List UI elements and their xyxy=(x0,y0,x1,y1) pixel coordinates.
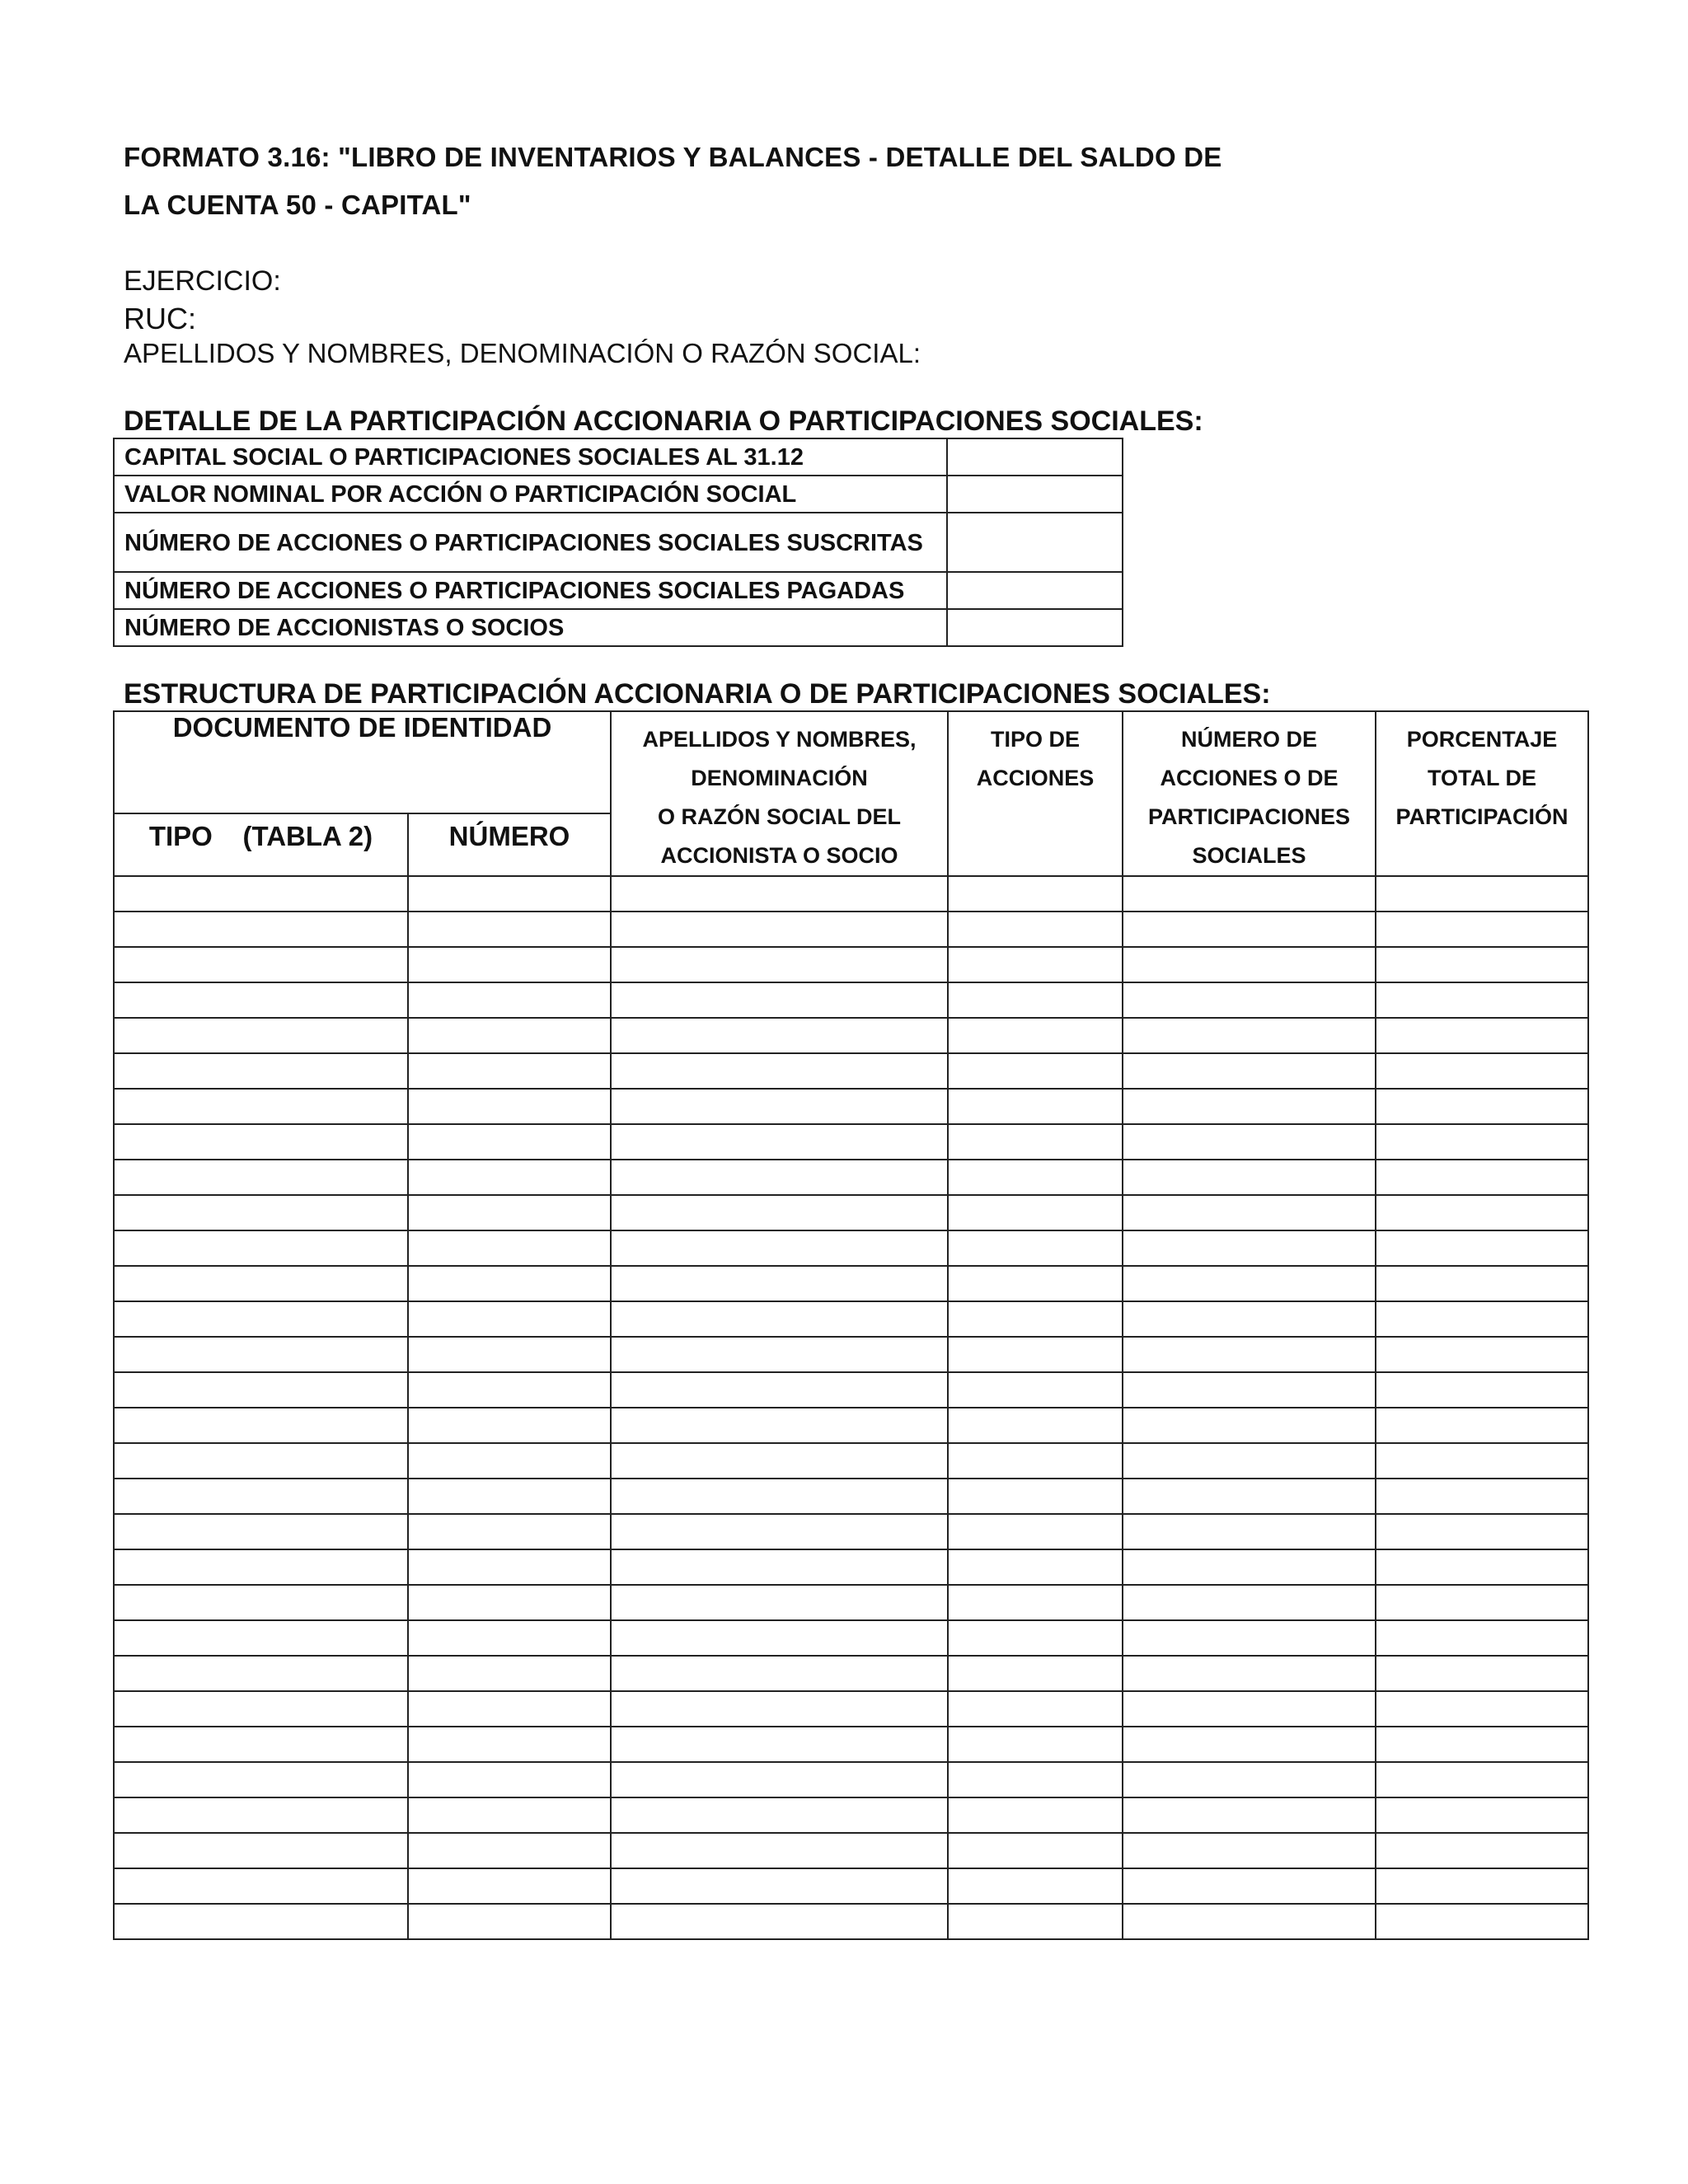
cell-doc-numero[interactable] xyxy=(408,1620,611,1656)
detail-value-pagadas[interactable] xyxy=(947,572,1123,609)
table-row xyxy=(114,1230,1588,1266)
header-documento-identidad: DOCUMENTO DE IDENTIDAD xyxy=(114,711,611,813)
table-row xyxy=(114,982,1588,1018)
cell-doc-numero[interactable] xyxy=(408,1124,611,1160)
cell-doc-numero[interactable] xyxy=(408,1195,611,1230)
cell-apellidos[interactable] xyxy=(611,1479,948,1514)
cell-doc-numero[interactable] xyxy=(408,1833,611,1868)
cell-doc-numero[interactable] xyxy=(408,1372,611,1408)
cell-apellidos[interactable] xyxy=(611,1620,948,1656)
cell-apellidos[interactable] xyxy=(611,1372,948,1408)
cell-tipo-acciones[interactable] xyxy=(948,1868,1123,1904)
cell-doc-tipo[interactable] xyxy=(114,1549,408,1585)
cell-doc-tipo[interactable] xyxy=(114,1868,408,1904)
header-tipo-line: TIPO DE xyxy=(991,727,1081,752)
cell-doc-tipo[interactable] xyxy=(114,982,408,1018)
cell-porcentaje[interactable] xyxy=(1376,912,1588,947)
header-doc-numero-text: NÚMERO xyxy=(448,820,570,851)
cell-doc-numero[interactable] xyxy=(408,1160,611,1195)
detail-row xyxy=(114,572,1123,609)
cell-tipo-acciones[interactable] xyxy=(948,1479,1123,1514)
cell-tipo-acciones[interactable] xyxy=(948,1337,1123,1372)
table-row xyxy=(114,1514,1588,1549)
cell-tipo-acciones[interactable] xyxy=(948,1266,1123,1301)
form-title-line-1: FORMATO 3.16: "LIBRO DE INVENTARIOS Y BALANCES - DETALLE DEL SALDO DE xyxy=(124,142,1222,172)
cell-numero-acciones[interactable] xyxy=(1123,982,1376,1018)
cell-tipo-acciones[interactable] xyxy=(948,876,1123,912)
header-doc-numero xyxy=(408,813,611,876)
cell-apellidos[interactable] xyxy=(611,876,948,912)
cell-porcentaje[interactable] xyxy=(1376,1762,1588,1797)
cell-numero-acciones[interactable] xyxy=(1123,1160,1376,1195)
cell-tipo-acciones[interactable] xyxy=(948,1372,1123,1408)
cell-doc-tipo[interactable] xyxy=(114,912,408,947)
cell-porcentaje[interactable] xyxy=(1376,982,1588,1018)
cell-tipo-acciones[interactable] xyxy=(948,1904,1123,1939)
cell-numero-acciones[interactable] xyxy=(1123,1337,1376,1372)
cell-porcentaje[interactable] xyxy=(1376,1408,1588,1443)
table-row xyxy=(114,1620,1588,1656)
cell-tipo-acciones[interactable] xyxy=(948,1160,1123,1195)
cell-porcentaje[interactable] xyxy=(1376,1585,1588,1620)
cell-porcentaje[interactable] xyxy=(1376,1372,1588,1408)
cell-doc-tipo[interactable] xyxy=(114,1656,408,1691)
cell-apellidos[interactable] xyxy=(611,1514,948,1549)
cell-porcentaje[interactable] xyxy=(1376,1089,1588,1124)
cell-apellidos[interactable] xyxy=(611,1301,948,1337)
cell-porcentaje[interactable] xyxy=(1376,876,1588,912)
cell-porcentaje[interactable] xyxy=(1376,1904,1588,1939)
cell-porcentaje[interactable] xyxy=(1376,1656,1588,1691)
cell-apellidos[interactable] xyxy=(611,1124,948,1160)
cell-porcentaje[interactable] xyxy=(1376,1514,1588,1549)
header-porcentaje-line: TOTAL DE xyxy=(1428,766,1537,790)
cell-tipo-acciones[interactable] xyxy=(948,1833,1123,1868)
cell-porcentaje[interactable] xyxy=(1376,1018,1588,1053)
cell-doc-numero[interactable] xyxy=(408,1337,611,1372)
cell-doc-tipo[interactable] xyxy=(114,1266,408,1301)
cell-numero-acciones[interactable] xyxy=(1123,1301,1376,1337)
cell-tipo-acciones[interactable] xyxy=(948,947,1123,982)
cell-apellidos[interactable] xyxy=(611,1053,948,1089)
cell-apellidos[interactable] xyxy=(611,1443,948,1479)
cell-apellidos[interactable] xyxy=(611,912,948,947)
cell-doc-tipo[interactable] xyxy=(114,1727,408,1762)
detail-label-capital: CAPITAL SOCIAL O PARTICIPACIONES SOCIALES AL 31.12 xyxy=(114,438,947,476)
header-doc-tipo-text: TIPO (TABLA 2) xyxy=(148,820,373,851)
cell-doc-numero[interactable] xyxy=(408,1691,611,1727)
form-title-line-2: LA CUENTA 50 - CAPITAL" xyxy=(124,190,471,220)
cell-porcentaje[interactable] xyxy=(1376,1479,1588,1514)
cell-numero-acciones[interactable] xyxy=(1123,1656,1376,1691)
cell-porcentaje[interactable] xyxy=(1376,1337,1588,1372)
cell-apellidos[interactable] xyxy=(611,1408,948,1443)
table-row xyxy=(114,1691,1588,1727)
cell-porcentaje[interactable] xyxy=(1376,1443,1588,1479)
cell-apellidos[interactable] xyxy=(611,1727,948,1762)
table-row xyxy=(114,1124,1588,1160)
cell-doc-tipo[interactable] xyxy=(114,1053,408,1089)
table-row xyxy=(114,1762,1588,1797)
detail-value-capital[interactable] xyxy=(947,438,1123,476)
cell-numero-acciones[interactable] xyxy=(1123,1479,1376,1514)
header-apellidos-line: ACCIONISTA O SOCIO xyxy=(660,843,898,868)
cell-porcentaje[interactable] xyxy=(1376,1797,1588,1833)
table-row xyxy=(114,912,1588,947)
cell-numero-acciones[interactable] xyxy=(1123,1868,1376,1904)
cell-apellidos[interactable] xyxy=(611,1762,948,1797)
cell-doc-numero[interactable] xyxy=(408,1514,611,1549)
cell-doc-numero[interactable] xyxy=(408,1266,611,1301)
cell-porcentaje[interactable] xyxy=(1376,1833,1588,1868)
header-numero-acciones xyxy=(1123,711,1376,876)
cell-tipo-acciones[interactable] xyxy=(948,1762,1123,1797)
header-apellidos xyxy=(611,711,948,876)
cell-porcentaje[interactable] xyxy=(1376,1727,1588,1762)
cell-doc-numero[interactable] xyxy=(408,1797,611,1833)
cell-apellidos[interactable] xyxy=(611,1691,948,1727)
table-row xyxy=(114,1160,1588,1195)
detail-label-suscritas: NÚMERO DE ACCIONES O PARTICIPACIONES SOCIALES SUSCRITAS xyxy=(114,513,947,572)
table-row xyxy=(114,1337,1588,1372)
cell-tipo-acciones[interactable] xyxy=(948,1797,1123,1833)
cell-tipo-acciones[interactable] xyxy=(948,1620,1123,1656)
detail-row xyxy=(114,438,1123,476)
cell-porcentaje[interactable] xyxy=(1376,1124,1588,1160)
detail-label-pagadas: NÚMERO DE ACCIONES O PARTICIPACIONES SOCIALES PAGADAS xyxy=(114,572,947,609)
cell-doc-tipo[interactable] xyxy=(114,1195,408,1230)
cell-doc-numero[interactable] xyxy=(408,1656,611,1691)
table-row xyxy=(114,1479,1588,1514)
cell-doc-tipo[interactable] xyxy=(114,1797,408,1833)
cell-numero-acciones[interactable] xyxy=(1123,1727,1376,1762)
cell-tipo-acciones[interactable] xyxy=(948,1089,1123,1124)
table-row xyxy=(114,1018,1588,1053)
table-row xyxy=(114,1868,1588,1904)
header-apellidos-line: APELLIDOS Y NOMBRES, xyxy=(642,727,917,752)
cell-doc-tipo[interactable] xyxy=(114,1762,408,1797)
table-row xyxy=(114,1053,1588,1089)
cell-numero-acciones[interactable] xyxy=(1123,1585,1376,1620)
header-porcentaje-line: PARTICIPACIÓN xyxy=(1395,804,1568,829)
table-row xyxy=(114,1089,1588,1124)
table-row xyxy=(114,876,1588,912)
cell-numero-acciones[interactable] xyxy=(1123,1904,1376,1939)
cell-apellidos[interactable] xyxy=(611,947,948,982)
cell-numero-acciones[interactable] xyxy=(1123,1691,1376,1727)
cell-doc-numero[interactable] xyxy=(408,912,611,947)
cell-doc-tipo[interactable] xyxy=(114,1691,408,1727)
detail-row xyxy=(114,609,1123,646)
cell-doc-numero[interactable] xyxy=(408,1018,611,1053)
cell-tipo-acciones[interactable] xyxy=(948,1018,1123,1053)
cell-apellidos[interactable] xyxy=(611,1833,948,1868)
cell-doc-numero[interactable] xyxy=(408,1868,611,1904)
cell-numero-acciones[interactable] xyxy=(1123,1549,1376,1585)
cell-tipo-acciones[interactable] xyxy=(948,1301,1123,1337)
table-row xyxy=(114,1195,1588,1230)
table-row xyxy=(114,1833,1588,1868)
apellidos-label: APELLIDOS Y NOMBRES, DENOMINACIÓN O RAZÓN SOCIAL: xyxy=(124,338,921,368)
cell-porcentaje[interactable] xyxy=(1376,1301,1588,1337)
cell-tipo-acciones[interactable] xyxy=(948,1691,1123,1727)
detail-table xyxy=(113,438,1123,647)
cell-doc-numero[interactable] xyxy=(408,1053,611,1089)
cell-doc-tipo[interactable] xyxy=(114,1018,408,1053)
cell-doc-tipo[interactable] xyxy=(114,1620,408,1656)
header-apellidos-line: O RAZÓN SOCIAL DEL xyxy=(658,804,902,829)
cell-apellidos[interactable] xyxy=(611,1585,948,1620)
table-row xyxy=(114,947,1588,982)
detail-value-accionistas[interactable] xyxy=(947,609,1123,646)
table-row xyxy=(114,1372,1588,1408)
detail-label-valor-nominal: VALOR NOMINAL POR ACCIÓN O PARTICIPACIÓN SOCIAL xyxy=(114,476,947,513)
header-numero-line: ACCIONES O DE xyxy=(1160,766,1339,790)
cell-doc-numero[interactable] xyxy=(408,1727,611,1762)
cell-tipo-acciones[interactable] xyxy=(948,1656,1123,1691)
structure-header-row xyxy=(114,711,1588,813)
cell-numero-acciones[interactable] xyxy=(1123,1514,1376,1549)
cell-doc-tipo[interactable] xyxy=(114,1443,408,1479)
detail-section-title: DETALLE DE LA PARTICIPACIÓN ACCIONARIA O PARTICIPACIONES SOCIALES: xyxy=(124,405,1203,437)
detail-value-valor-nominal[interactable] xyxy=(947,476,1123,513)
cell-tipo-acciones[interactable] xyxy=(948,1585,1123,1620)
cell-tipo-acciones[interactable] xyxy=(948,1443,1123,1479)
ejercicio-label: EJERCICIO: xyxy=(124,265,281,297)
cell-doc-tipo[interactable] xyxy=(114,1514,408,1549)
cell-apellidos[interactable] xyxy=(611,982,948,1018)
cell-doc-tipo[interactable] xyxy=(114,1479,408,1514)
cell-doc-numero[interactable] xyxy=(408,1762,611,1797)
cell-tipo-acciones[interactable] xyxy=(948,1053,1123,1089)
cell-doc-tipo[interactable] xyxy=(114,1230,408,1266)
cell-porcentaje[interactable] xyxy=(1376,1549,1588,1585)
cell-doc-numero[interactable] xyxy=(408,1549,611,1585)
cell-porcentaje[interactable] xyxy=(1376,1053,1588,1089)
cell-tipo-acciones[interactable] xyxy=(948,1514,1123,1549)
cell-apellidos[interactable] xyxy=(611,1230,948,1266)
cell-porcentaje[interactable] xyxy=(1376,1230,1588,1266)
table-row xyxy=(114,1904,1588,1939)
cell-doc-tipo[interactable] xyxy=(114,947,408,982)
header-porcentaje-line: PORCENTAJE xyxy=(1406,727,1558,752)
cell-apellidos[interactable] xyxy=(611,1797,948,1833)
cell-doc-tipo[interactable] xyxy=(114,1372,408,1408)
header-apellidos-line: DENOMINACIÓN xyxy=(691,766,868,790)
cell-tipo-acciones[interactable] xyxy=(948,1408,1123,1443)
cell-porcentaje[interactable] xyxy=(1376,1620,1588,1656)
cell-tipo-acciones[interactable] xyxy=(948,1727,1123,1762)
cell-doc-tipo[interactable] xyxy=(114,1160,408,1195)
table-row xyxy=(114,1727,1588,1762)
cell-doc-tipo[interactable] xyxy=(114,1408,408,1443)
cell-doc-numero[interactable] xyxy=(408,947,611,982)
cell-porcentaje[interactable] xyxy=(1376,1691,1588,1727)
cell-apellidos[interactable] xyxy=(611,1868,948,1904)
detail-row xyxy=(114,476,1123,513)
table-row xyxy=(114,1549,1588,1585)
cell-numero-acciones[interactable] xyxy=(1123,1053,1376,1089)
cell-doc-tipo[interactable] xyxy=(114,1337,408,1372)
detail-value-suscritas[interactable] xyxy=(947,513,1123,572)
header-numero-line: SOCIALES xyxy=(1192,843,1306,868)
cell-numero-acciones[interactable] xyxy=(1123,876,1376,912)
cell-doc-tipo[interactable] xyxy=(114,1089,408,1124)
table-row xyxy=(114,1585,1588,1620)
cell-tipo-acciones[interactable] xyxy=(948,1124,1123,1160)
cell-porcentaje[interactable] xyxy=(1376,1160,1588,1195)
cell-apellidos[interactable] xyxy=(611,1195,948,1230)
cell-numero-acciones[interactable] xyxy=(1123,1124,1376,1160)
cell-doc-numero[interactable] xyxy=(408,1904,611,1939)
cell-numero-acciones[interactable] xyxy=(1123,1762,1376,1797)
cell-apellidos[interactable] xyxy=(611,1160,948,1195)
table-row xyxy=(114,1656,1588,1691)
cell-numero-acciones[interactable] xyxy=(1123,1620,1376,1656)
header-doc-tipo xyxy=(114,813,408,876)
cell-porcentaje[interactable] xyxy=(1376,1868,1588,1904)
detail-row xyxy=(114,513,1123,572)
cell-numero-acciones[interactable] xyxy=(1123,947,1376,982)
table-row xyxy=(114,1797,1588,1833)
cell-apellidos[interactable] xyxy=(611,1266,948,1301)
cell-tipo-acciones[interactable] xyxy=(948,982,1123,1018)
header-tipo-line: ACCIONES xyxy=(976,766,1095,790)
cell-doc-numero[interactable] xyxy=(408,1089,611,1124)
cell-doc-numero[interactable] xyxy=(408,1443,611,1479)
structure-table xyxy=(113,710,1589,1940)
header-numero-line: NÚMERO DE xyxy=(1181,727,1318,752)
header-tipo-acciones xyxy=(948,711,1123,876)
table-row xyxy=(114,1266,1588,1301)
cell-doc-tipo[interactable] xyxy=(114,1833,408,1868)
cell-numero-acciones[interactable] xyxy=(1123,1018,1376,1053)
cell-tipo-acciones[interactable] xyxy=(948,912,1123,947)
cell-apellidos[interactable] xyxy=(611,1018,948,1053)
cell-numero-acciones[interactable] xyxy=(1123,1408,1376,1443)
cell-doc-tipo[interactable] xyxy=(114,876,408,912)
cell-tipo-acciones[interactable] xyxy=(948,1195,1123,1230)
header-numero-line: PARTICIPACIONES xyxy=(1148,804,1351,829)
cell-doc-tipo[interactable] xyxy=(114,1904,408,1939)
cell-numero-acciones[interactable] xyxy=(1123,1797,1376,1833)
cell-numero-acciones[interactable] xyxy=(1123,1833,1376,1868)
detail-label-accionistas: NÚMERO DE ACCIONISTAS O SOCIOS xyxy=(114,609,947,646)
cell-doc-numero[interactable] xyxy=(408,876,611,912)
cell-apellidos[interactable] xyxy=(611,1549,948,1585)
cell-apellidos[interactable] xyxy=(611,1904,948,1939)
table-row xyxy=(114,1443,1588,1479)
cell-doc-numero[interactable] xyxy=(408,1408,611,1443)
cell-apellidos[interactable] xyxy=(611,1337,948,1372)
cell-doc-tipo[interactable] xyxy=(114,1585,408,1620)
header-porcentaje xyxy=(1376,711,1588,876)
cell-doc-tipo[interactable] xyxy=(114,1124,408,1160)
cell-apellidos[interactable] xyxy=(611,1089,948,1124)
cell-numero-acciones[interactable] xyxy=(1123,912,1376,947)
cell-tipo-acciones[interactable] xyxy=(948,1549,1123,1585)
cell-numero-acciones[interactable] xyxy=(1123,1089,1376,1124)
table-row xyxy=(114,1408,1588,1443)
cell-doc-numero[interactable] xyxy=(408,982,611,1018)
cell-porcentaje[interactable] xyxy=(1376,1266,1588,1301)
cell-doc-numero[interactable] xyxy=(408,1585,611,1620)
structure-section-title: ESTRUCTURA DE PARTICIPACIÓN ACCIONARIA O DE PARTICIPACIONES SOCIALES: xyxy=(124,678,1271,710)
cell-apellidos[interactable] xyxy=(611,1656,948,1691)
cell-tipo-acciones[interactable] xyxy=(948,1230,1123,1266)
cell-numero-acciones[interactable] xyxy=(1123,1443,1376,1479)
cell-porcentaje[interactable] xyxy=(1376,947,1588,982)
table-row xyxy=(114,1301,1588,1337)
cell-porcentaje[interactable] xyxy=(1376,1195,1588,1230)
cell-doc-numero[interactable] xyxy=(408,1301,611,1337)
cell-doc-tipo[interactable] xyxy=(114,1301,408,1337)
cell-numero-acciones[interactable] xyxy=(1123,1195,1376,1230)
ruc-label: RUC: xyxy=(124,302,196,335)
cell-numero-acciones[interactable] xyxy=(1123,1230,1376,1266)
cell-doc-numero[interactable] xyxy=(408,1479,611,1514)
cell-numero-acciones[interactable] xyxy=(1123,1372,1376,1408)
cell-numero-acciones[interactable] xyxy=(1123,1266,1376,1301)
cell-doc-numero[interactable] xyxy=(408,1230,611,1266)
